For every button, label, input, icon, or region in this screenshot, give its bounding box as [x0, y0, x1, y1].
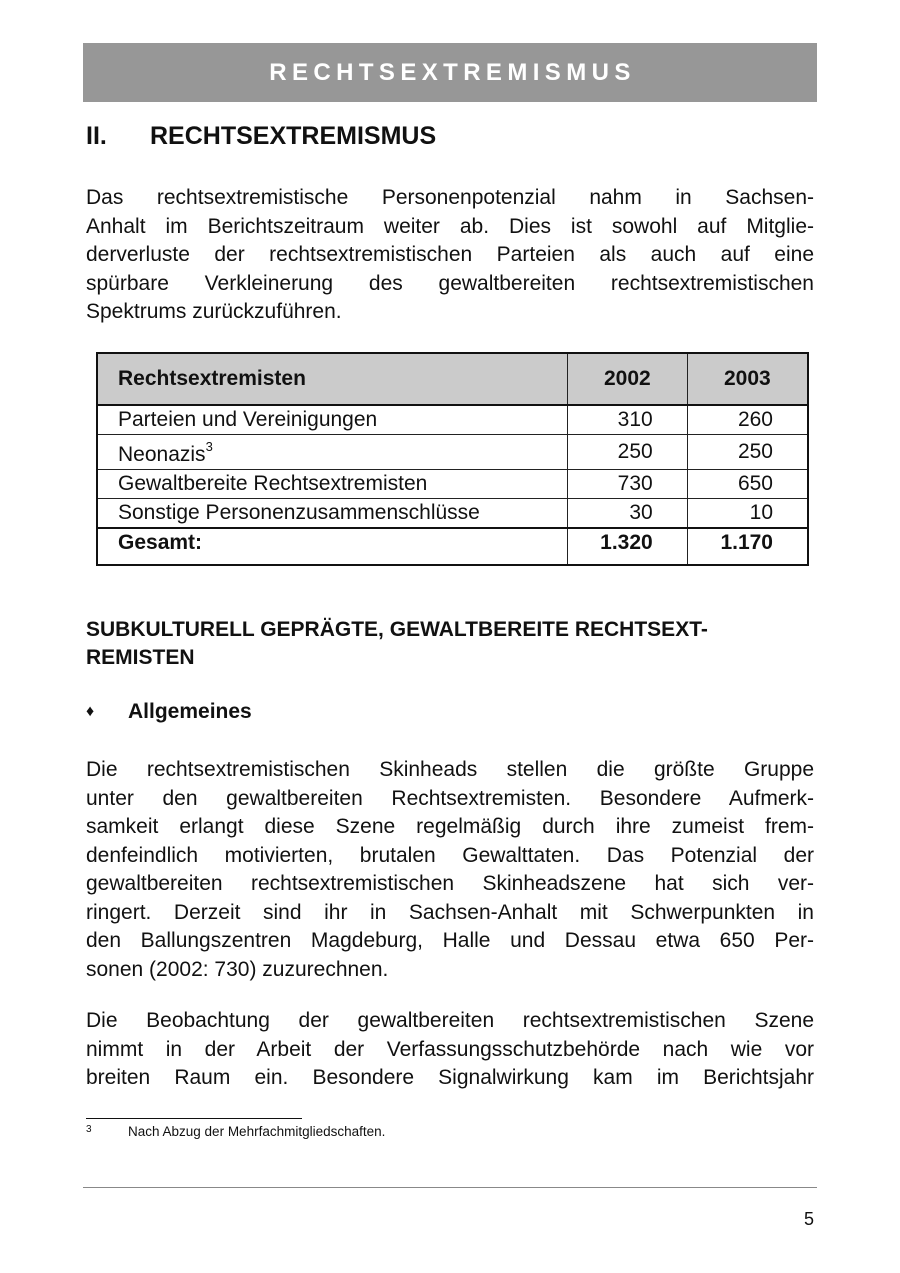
section-title: RECHTSEXTREMISMUS	[150, 122, 437, 150]
bullet-heading-text: Allgemeines	[128, 700, 252, 723]
value-2002: 310	[567, 405, 687, 435]
text-line: Spektrums zurückzuführen.	[86, 300, 342, 323]
row-label: Gewaltbereite Rechtsextremisten	[97, 470, 567, 499]
row-label: Parteien und Vereinigungen	[97, 405, 567, 435]
text-line: Die Beobachtung der gewaltbereiten rechtsextremistischen Szene	[86, 1009, 814, 1032]
total-2003: 1.170	[687, 528, 808, 565]
text-line: den Ballungszentren Magdeburg, Halle und Dessau etwa 650 Per-	[86, 929, 814, 952]
text-line: Die rechtsextremistischen Skinheads stellen die größte Gruppe	[86, 758, 814, 781]
chapter-banner	[83, 43, 817, 102]
section-number: II.	[86, 122, 107, 150]
body-paragraph-2	[86, 1007, 814, 1093]
text-line: gewaltbereiten rechtsextremistischen Skinheadszene hat sich ver-	[86, 872, 814, 895]
column-header-category: Rechtsextremisten	[97, 353, 567, 405]
footnote-separator	[86, 1118, 302, 1119]
footnote	[86, 1124, 385, 1139]
bullet-heading	[86, 700, 252, 724]
table-row	[97, 470, 808, 499]
text-line: unter den gewaltbereiten Rechtsextremisten. Besondere Aufmerk-	[86, 786, 814, 810]
value-2002: 30	[567, 499, 687, 529]
row-label: Neonazis$^3$	[97, 435, 567, 470]
body-paragraph-1	[86, 756, 814, 984]
value-2002: 250	[567, 435, 687, 470]
table-row	[97, 435, 808, 470]
footnote-mark: 3	[86, 1124, 92, 1135]
section-heading	[86, 122, 436, 151]
value-2003: 10	[687, 499, 808, 529]
banner-title: RECHTSEXTREMISMUS	[269, 58, 636, 86]
table-row	[97, 405, 808, 435]
text-line: Anhalt im Berichtszeitraum weiter ab. Dies ist sowohl auf Mitglie-	[86, 214, 814, 238]
footnote-ref[interactable]: 3	[205, 439, 213, 454]
total-label: Gesamt:	[97, 528, 567, 565]
text-line: spürbare Verkleinerung des gewaltbereiten rechtsextremistischen	[86, 271, 814, 295]
statistics-table	[96, 352, 809, 566]
table-total-row	[97, 528, 808, 565]
text-line: samkeit erlangt diese Szene regelmäßig durch ihre zumeist frem-	[86, 815, 814, 838]
value-2003: 260	[687, 405, 808, 435]
value-2003: 250	[687, 435, 808, 470]
value-2003: 650	[687, 470, 808, 499]
row-label: Sonstige Personenzusammenschlüsse	[97, 499, 567, 529]
text-line: nimmt in der Arbeit der Verfassungsschutzbehörde nach wie vor	[86, 1037, 814, 1061]
table-row	[97, 499, 808, 529]
text-line: breiten Raum ein. Besondere Signalwirkung kam im Berichtsjahr	[86, 1066, 814, 1089]
column-header-2003: 2003	[687, 353, 808, 405]
total-2002: 1.320	[567, 528, 687, 565]
page-number: 5	[803, 1209, 814, 1229]
table-header-row	[97, 353, 808, 405]
text-line: ringert. Derzeit sind ihr in Sachsen-Anhalt mit Schwerpunkten in	[86, 900, 814, 924]
value-2002: 730	[567, 470, 687, 499]
text-line: derverluste der rechtsextremistischen Parteien als auch auf eine	[86, 243, 814, 266]
column-header-2002: 2002	[567, 353, 687, 405]
subsection-heading: SUBKULTURELL GEPRÄGTE, GEWALTBEREITE RECHTSEXT- REMISTEN	[86, 618, 708, 669]
text-line: Das rechtsextremistische Personenpotenzial nahm in Sachsen-	[86, 186, 814, 209]
diamond-bullet-icon: ♦	[86, 703, 95, 720]
footnote-text: Nach Abzug der Mehrfachmitgliedschaften.	[128, 1124, 386, 1139]
text-line: denfeindlich motivierten, brutalen Gewalttaten. Das Potenzial der	[86, 843, 814, 867]
footer-divider	[83, 1187, 817, 1188]
text-line: sonen (2002: 730) zuzurechnen.	[86, 957, 389, 981]
intro-paragraph	[86, 184, 814, 327]
